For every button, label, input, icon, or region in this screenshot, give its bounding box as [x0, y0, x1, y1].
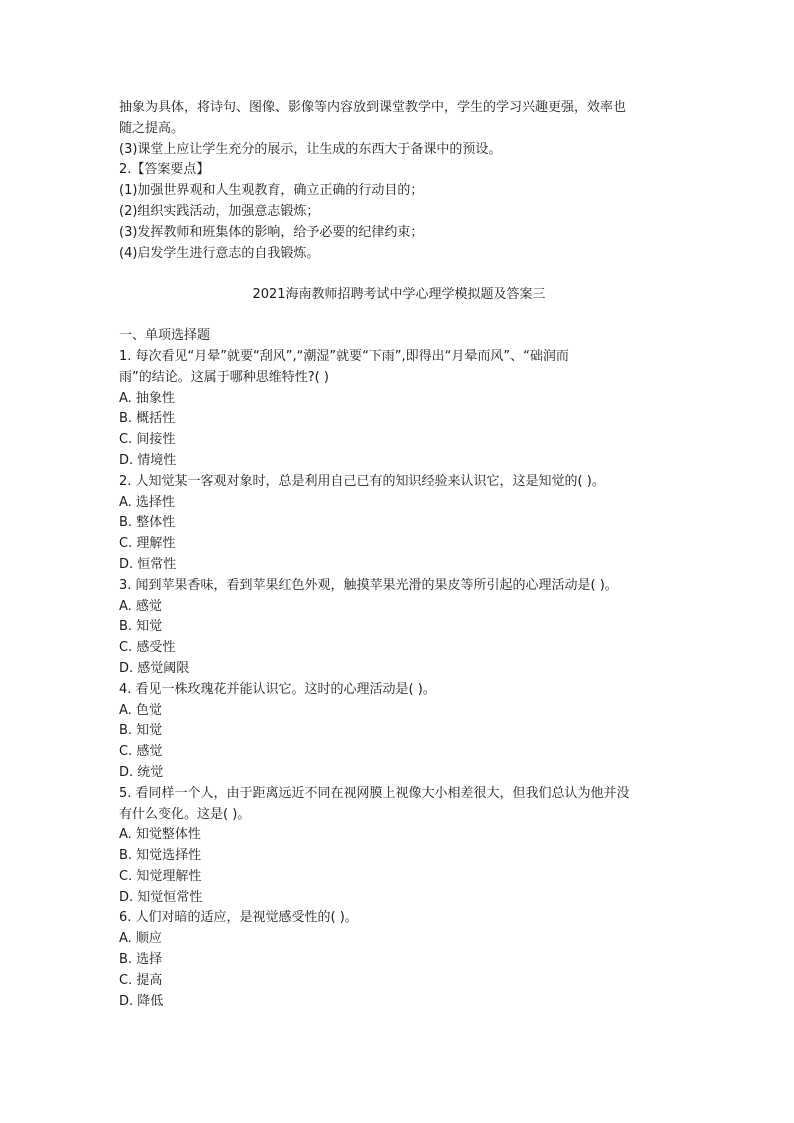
document-title: 2021海南教师招聘考试中学心理学模拟题及答案三: [252, 287, 546, 303]
text-line: (1)加强世界观和人生观教育，确立正确的行动目的；: [119, 183, 424, 199]
text-line: 2.【答案要点】: [119, 162, 210, 178]
option: B. 整体性: [119, 515, 176, 531]
option: D. 降低: [119, 993, 164, 1009]
option: C. 知觉理解性: [119, 868, 202, 884]
option: C. 理解性: [119, 536, 176, 552]
text-line: (2)组织实践活动，加强意志锻炼；: [119, 203, 320, 219]
question-text: 6. 人们对暗的适应，是视觉感受性的( )。: [119, 910, 358, 926]
option: A. 感觉: [119, 598, 162, 614]
option: A. 选择性: [119, 494, 175, 510]
option: C. 感觉: [119, 744, 163, 760]
option: C. 间接性: [119, 432, 176, 448]
option: B. 知觉: [119, 723, 163, 739]
option: D. 知觉恒常性: [119, 889, 203, 905]
option: C. 提高: [119, 972, 163, 988]
question-text: 1. 每次看见“月晕”就要“刮风”,“潮湿”就要“下雨”,即得出“月晕而风”、“础润而: [119, 348, 569, 364]
document-body: [119, 98, 679, 1012]
option: A. 抽象性: [119, 390, 175, 406]
question-text: 2. 人知觉某一客观对象时，总是利用自己已有的知识经验来认识它，这是知觉的( )。: [119, 473, 605, 489]
answer-section: [119, 98, 679, 264]
option: A. 色觉: [119, 702, 162, 718]
option: B. 知觉选择性: [119, 848, 202, 864]
option: B. 知觉: [119, 619, 163, 635]
text-line: 抽象为具体，将诗句、图像、影像等内容放到课堂教学中，学生的学习兴趣更强，效率也: [119, 100, 627, 115]
option: A. 知觉整体性: [119, 827, 201, 843]
questions-section: [119, 326, 679, 1012]
text-line: (3)发挥教师和班集体的影响，给予必要的纪律约束；: [119, 224, 424, 240]
option: B. 选择: [119, 952, 163, 968]
option: C. 感受性: [119, 640, 176, 656]
question-text: 有什么变化。这是( )。: [119, 806, 251, 822]
text-line: 随之提高。: [119, 120, 185, 136]
option: D. 感觉阈限: [119, 660, 190, 676]
option: A. 顺应: [119, 931, 162, 947]
text-line: (4)启发学生进行意志的自我锻炼。: [119, 245, 320, 261]
question-text: 5. 看同样一个人，由于距离远近不同在视网膜上视像大小相差很大，但我们总认为他并没: [119, 785, 630, 801]
question-text: 雨”的结论。这属于哪种思维特性?( ): [119, 369, 329, 385]
option: D. 统觉: [119, 764, 164, 780]
question-text: 4. 看见一株玫瑰花并能认识它。这时的心理活动是( )。: [119, 681, 436, 697]
question-text: 3. 闻到苹果香味，看到苹果红色外观，触摸苹果光滑的果皮等所引起的心理活动是( )。: [119, 577, 618, 593]
option: D. 情境性: [119, 452, 177, 468]
section-heading: 一、单项选择题: [119, 328, 211, 344]
text-line: (3)课堂上应让学生充分的展示，让生成的东西大于备课中的预设。: [119, 141, 502, 157]
option: B. 概括性: [119, 411, 176, 427]
option: D. 恒常性: [119, 556, 177, 572]
